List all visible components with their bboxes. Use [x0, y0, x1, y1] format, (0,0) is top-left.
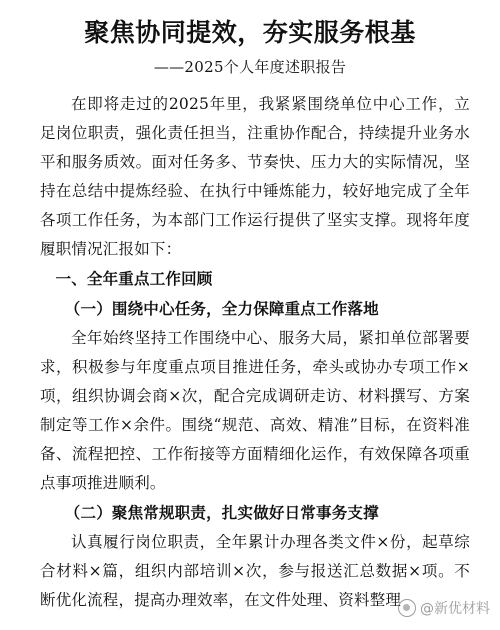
watermark-logo-icon: [398, 599, 416, 617]
subsection-heading-2: （二）聚焦常规职责，扎实做好日常事务支撑: [64, 504, 379, 522]
document-body: [40, 90, 470, 615]
section-heading: 一、全年重点工作回顾: [55, 270, 213, 288]
subsection-heading-1: （一）围绕中心任务，全力保障重点工作落地: [64, 300, 379, 318]
watermark-text: @新优材料: [420, 601, 490, 617]
intro-paragraph: 在即将走过的2025年里，我紧紧围绕单位中心工作，立足岗位职责，强化责任担当，注重协作配合，持续提升业务水平和服务质效。面对任务多、节奏快、压力大的实际情况，坚持在总结中提炼经验、在执行中锤炼能力，较好地完成了全年各项工作任务，为本部门工作运行提供了坚实支撑。现将年度履职情况汇报如下：: [40, 95, 470, 258]
subsection-paragraph-2: 认真履行岗位职责，全年累计办理各类文件×份，起草综合材料×篇，组织内部培训×次，参与报送汇总数据×项。不断优化流程，提高办理效率，在文件处理、资料整理: [40, 533, 470, 609]
watermark: [398, 598, 490, 618]
subsection-paragraph-1: 全年始终坚持工作围绕中心、服务大局，紧扣单位部署要求，积极参与年度重点项目推进任务，牵头或协办专项工作×项，组织协调会商×次，配合完成调研走访、材料撰写、方案制定等工作×余件。围绕“规范、高效、精准”目标，在资料准备、流程把控、工作衔接等方面精细化运作，有效保障各项重点事项推进顺利。: [40, 329, 470, 492]
document-title: 聚焦协同提效，夯实服务根基: [84, 18, 416, 47]
document-subtitle: ——2025个人年度述职报告: [153, 58, 347, 76]
